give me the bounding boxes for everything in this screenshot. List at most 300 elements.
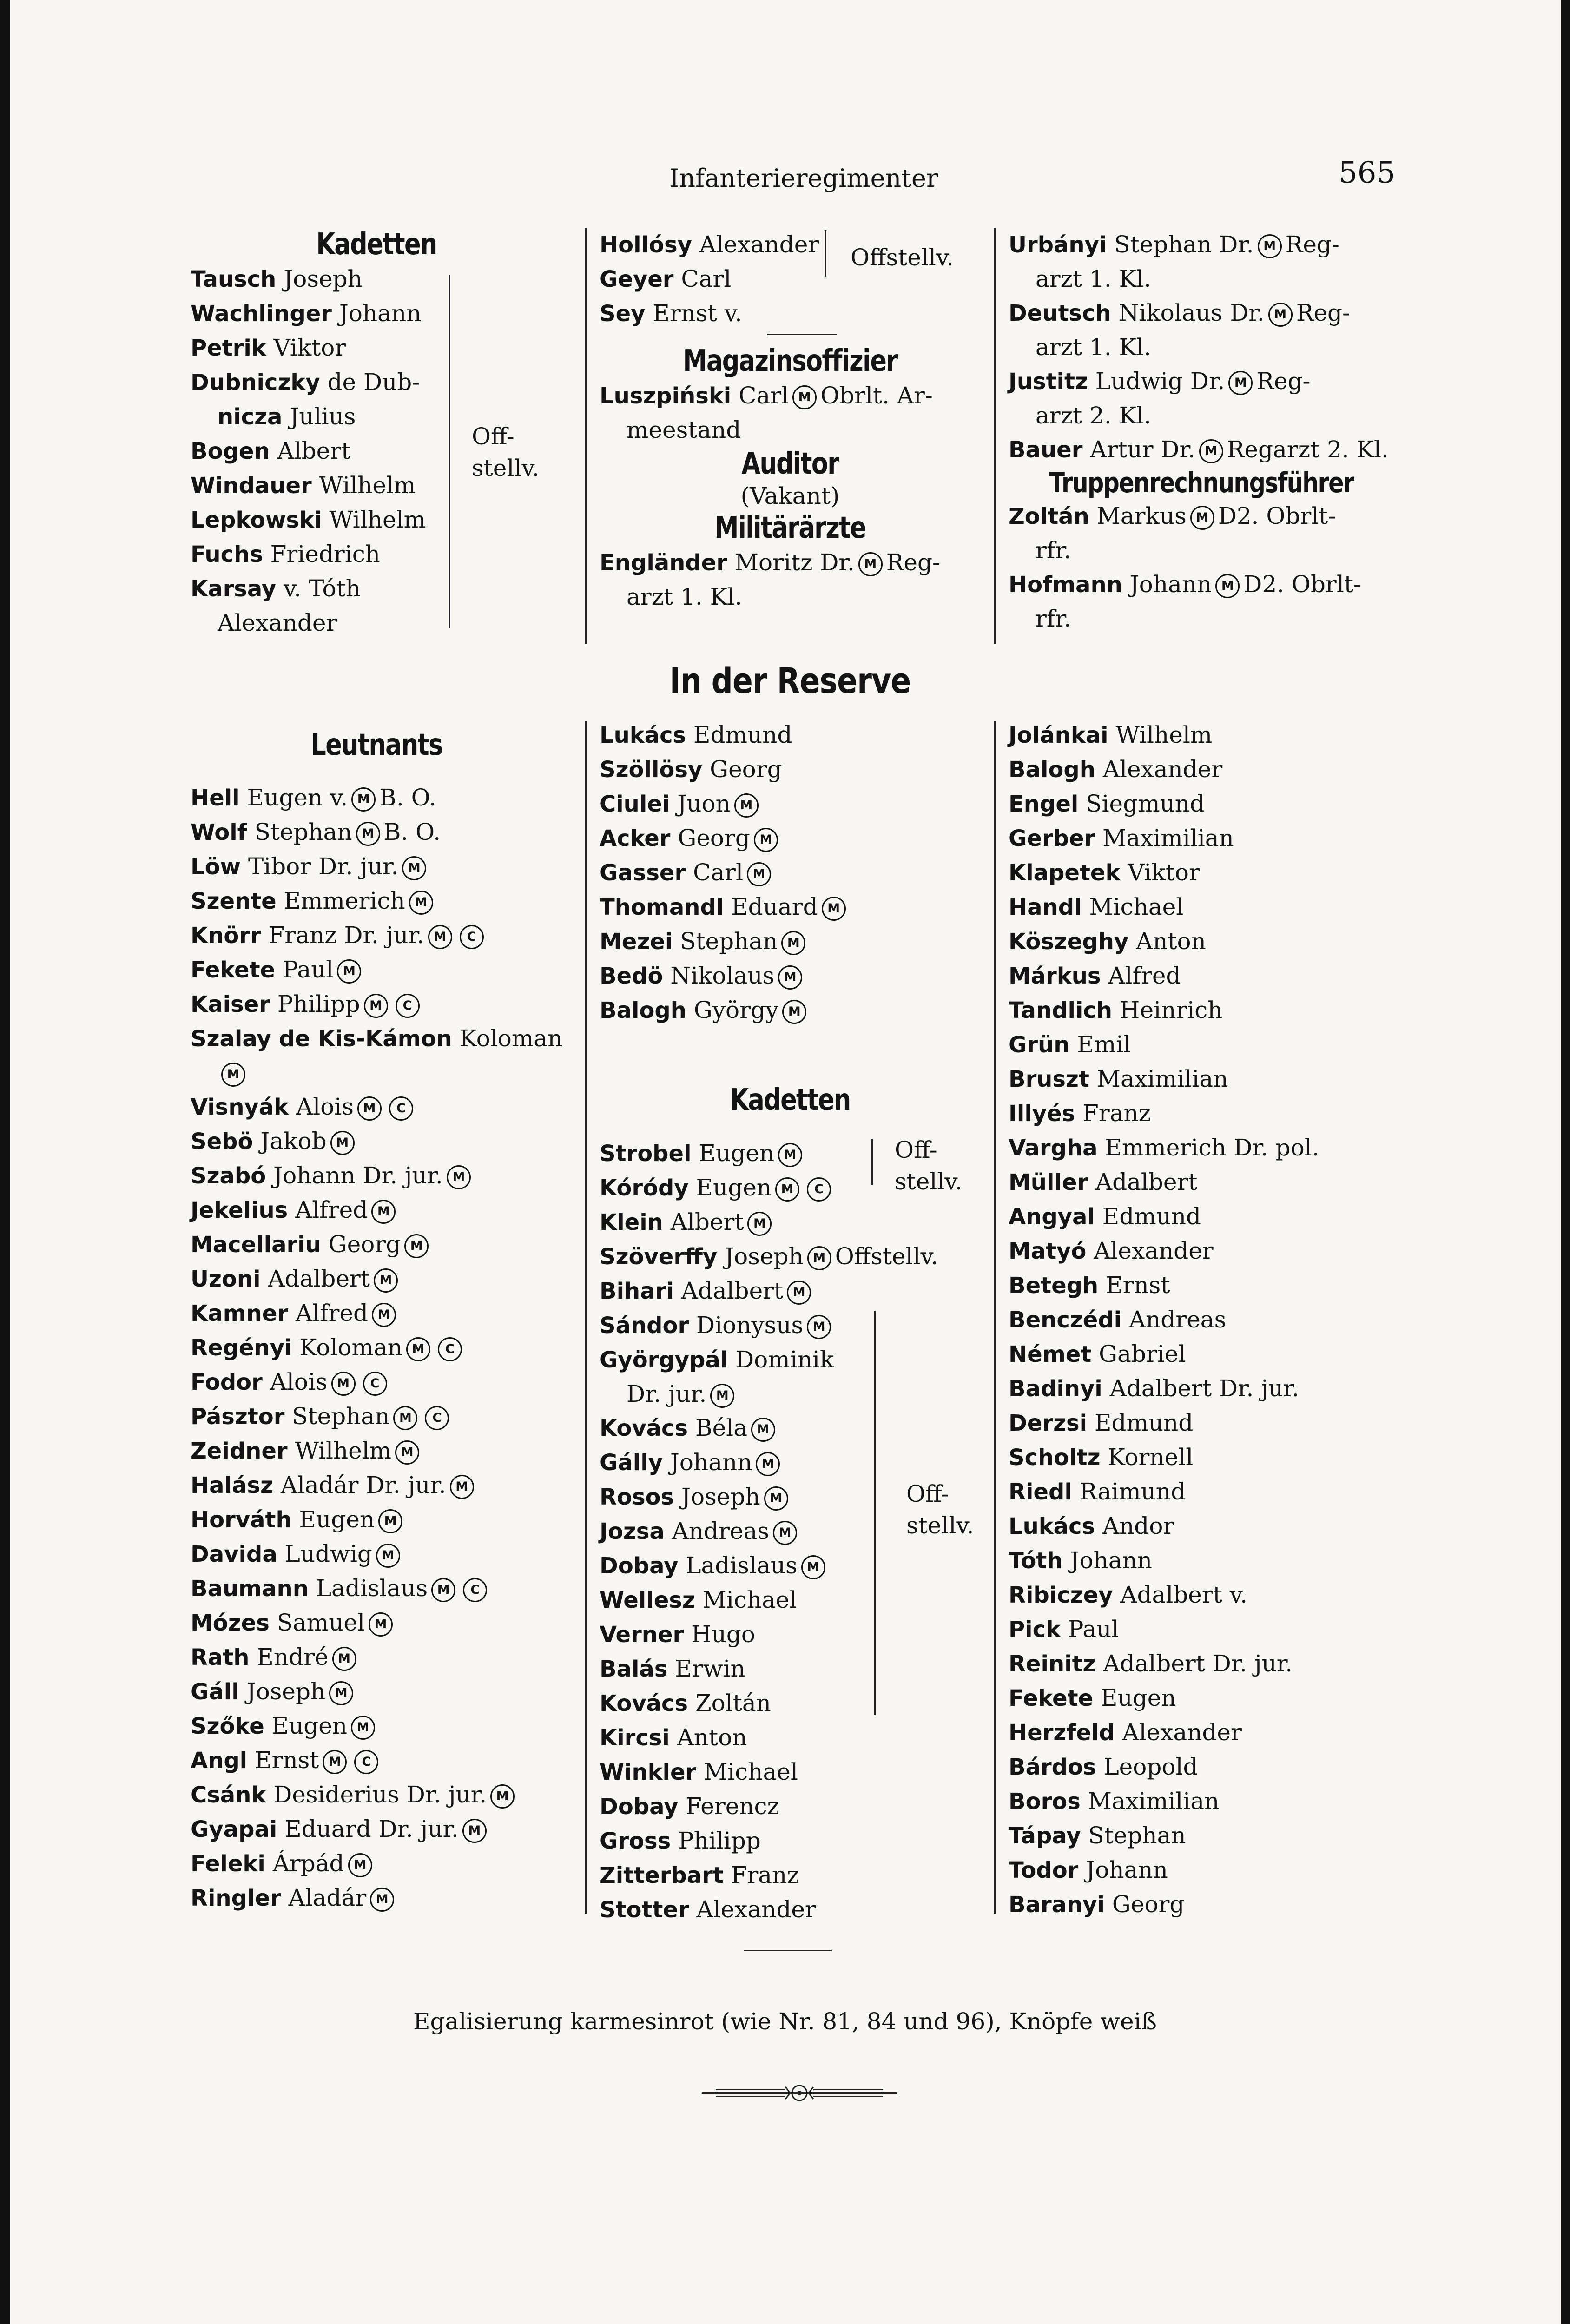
list-entry <box>600 297 981 331</box>
list-entry <box>191 1124 562 1159</box>
list-entry <box>600 1446 981 1480</box>
rank-note: B. O. <box>383 819 441 846</box>
surname: Sándor <box>600 1312 689 1339</box>
footer-note: Egalisierung karmesinrot (wie Nr. 81, 84 und 96), Knöpfe weiß <box>413 2008 1157 2035</box>
list-entry <box>1009 399 1394 433</box>
given-name: Juon <box>677 790 731 817</box>
list-entry <box>600 1343 981 1377</box>
list-entry <box>1009 1165 1394 1200</box>
list-entry <box>600 993 981 1028</box>
militaeraerzte-list <box>600 546 981 614</box>
given-name: Andor <box>1102 1512 1174 1539</box>
given-name: Alexander <box>696 1895 816 1923</box>
military-mark-icon: M <box>782 1000 806 1024</box>
given-name: Desiderius Dr. jur. <box>273 1781 487 1809</box>
military-mark-icon: M <box>734 793 759 818</box>
surname: Petrik <box>191 335 266 361</box>
surname: Ciulei <box>600 791 670 817</box>
list-entry <box>600 546 981 580</box>
given-name: Stephan <box>1088 1822 1186 1849</box>
list-entry <box>1009 821 1394 856</box>
list-entry <box>1009 959 1394 993</box>
c-mark-icon: C <box>807 1177 831 1202</box>
surname: Balogh <box>600 997 686 1023</box>
list-entry <box>191 918 562 953</box>
given-name: de Dub- <box>327 368 420 396</box>
list-entry <box>600 1755 981 1789</box>
given-name: Nikolaus Dr. <box>1118 299 1265 326</box>
list-entry <box>600 1652 981 1686</box>
list-entry <box>191 1056 562 1090</box>
list-entry <box>191 815 562 850</box>
scan-border-right <box>1561 0 1570 2324</box>
given-name: Albert <box>670 1208 744 1235</box>
given-name: meestand <box>627 416 741 443</box>
magazinsoffizier-list <box>600 379 981 447</box>
rank-note: B. O. <box>379 784 436 812</box>
brace-kadetten-1 <box>864 1139 873 1185</box>
surname: Szente <box>191 888 277 915</box>
military-mark-icon: M <box>356 822 380 846</box>
given-name: Aladár Dr. jur. <box>280 1472 446 1499</box>
list-entry <box>1009 1475 1394 1509</box>
column-rule-top-right <box>994 228 996 644</box>
list-entry <box>1009 890 1394 924</box>
military-mark-icon: M <box>406 1337 430 1361</box>
military-mark-icon: M <box>378 1509 402 1533</box>
given-name: Viktor <box>273 334 346 361</box>
surname: Balás <box>600 1656 668 1682</box>
given-name: Johann <box>339 299 422 327</box>
surname: nicza <box>218 403 283 430</box>
divider <box>767 334 837 335</box>
surname: Uzoni <box>191 1266 261 1293</box>
list-entry <box>600 1377 981 1411</box>
surname: Bauer <box>1009 437 1083 463</box>
reserve-list-middle <box>600 718 981 1028</box>
given-name: Ladislaus <box>686 1552 798 1579</box>
surname: Fekete <box>191 957 276 984</box>
military-mark-icon: M <box>764 1486 788 1511</box>
given-name: Eugen <box>696 1174 772 1201</box>
given-name: Alfred <box>295 1300 369 1327</box>
list-entry <box>1009 1853 1394 1888</box>
given-name: Franz Dr. jur. <box>268 922 424 949</box>
given-name: Joseph <box>284 265 363 292</box>
list-entry <box>1009 1268 1394 1303</box>
military-mark-icon: M <box>1190 506 1214 530</box>
given-name: Franz <box>1082 1100 1151 1127</box>
surname: Bihari <box>600 1278 674 1304</box>
list-entry <box>1009 856 1394 890</box>
military-mark-icon: M <box>822 897 846 921</box>
given-name: Eugen v. <box>247 784 348 812</box>
given-name: Adalbert <box>268 1265 370 1293</box>
list-entry <box>1009 753 1394 787</box>
military-mark-icon: M <box>807 1315 831 1339</box>
footer-divider <box>744 1950 832 1951</box>
given-name: Eugen <box>699 1139 774 1167</box>
surname: Winkler <box>600 1759 697 1785</box>
given-name: arzt 1. Kl. <box>1036 334 1151 361</box>
surname: Hell <box>191 785 240 812</box>
given-name: Koloman <box>299 1334 402 1361</box>
military-mark-icon: M <box>450 1475 474 1499</box>
list-entry <box>191 1365 562 1400</box>
surname: Geyer <box>600 266 674 292</box>
surname: Gerber <box>1009 825 1095 852</box>
scan-border-left <box>0 0 10 2324</box>
military-mark-icon: M <box>332 1647 356 1671</box>
surname: Lukács <box>1009 1513 1095 1539</box>
given-name: Ernst <box>255 1747 319 1774</box>
surname: Herzfeld <box>1009 1720 1115 1746</box>
given-name: Gabriel <box>1099 1340 1186 1367</box>
military-mark-icon: M <box>372 1303 396 1327</box>
list-entry <box>1009 1888 1394 1922</box>
surname: Rosos <box>600 1484 674 1510</box>
military-mark-icon: M <box>792 385 817 409</box>
list-entry <box>600 890 981 924</box>
column-rule-bottom-left <box>585 721 587 1914</box>
given-name: Anton <box>1136 928 1206 955</box>
surname: Wachlinger <box>191 300 332 327</box>
given-name: Stephan <box>680 928 778 955</box>
military-mark-icon: M <box>1258 234 1282 258</box>
section-heading-kadetten: Kadetten <box>316 227 437 262</box>
surname: Riedl <box>1009 1479 1072 1505</box>
given-name: Wilhelm <box>295 1437 392 1465</box>
list-entry <box>191 953 562 987</box>
given-name: Zoltán <box>695 1689 771 1717</box>
given-name: Paul <box>283 956 334 984</box>
military-mark-icon: M <box>369 1612 393 1637</box>
given-name: Wilhelm <box>1115 721 1213 748</box>
surname: Betegh <box>1009 1273 1099 1299</box>
list-entry <box>1009 262 1394 296</box>
surname: Márkus <box>1009 963 1101 989</box>
given-name: Emmerich Dr. pol. <box>1105 1134 1319 1161</box>
list-entry <box>1009 1372 1394 1406</box>
list-entry <box>191 331 562 365</box>
list-entry <box>1009 1200 1394 1234</box>
aerzte-list <box>1009 228 1394 467</box>
list-entry <box>1009 1303 1394 1337</box>
given-name: Maximilian <box>1096 1065 1228 1092</box>
section-heading-magazinsoffizier: Magazinsoffizier <box>683 344 897 378</box>
list-entry <box>191 262 562 297</box>
surname: Mózes <box>191 1610 270 1637</box>
list-entry <box>600 718 981 753</box>
military-mark-icon: M <box>1268 303 1293 327</box>
list-entry <box>191 850 562 884</box>
given-name: arzt 1. Kl. <box>627 583 742 610</box>
military-mark-icon: M <box>404 1234 429 1258</box>
given-name: Artur Dr. <box>1090 436 1195 463</box>
list-entry <box>600 413 981 447</box>
surname: Stotter <box>600 1896 689 1923</box>
given-name: Philipp <box>277 990 360 1018</box>
given-name: Moritz Dr. <box>734 548 855 576</box>
leutnants-list <box>191 781 562 1915</box>
list-entry <box>191 1331 562 1365</box>
military-mark-icon: M <box>801 1555 825 1579</box>
list-entry <box>600 379 981 413</box>
ornament-icon <box>697 2081 902 2105</box>
rank-note: Obrlt. Ar- <box>820 382 933 409</box>
surname: Angyal <box>1009 1204 1095 1230</box>
given-name: arzt 1. Kl. <box>1036 265 1151 292</box>
brace-label-line: stellv. <box>895 1168 963 1195</box>
list-entry <box>191 606 562 640</box>
list-entry <box>1009 1028 1394 1062</box>
military-mark-icon: M <box>462 1819 487 1843</box>
military-mark-icon: M <box>370 1888 394 1912</box>
list-entry <box>191 1400 562 1434</box>
list-entry <box>191 537 562 572</box>
surname: Zitterbart <box>600 1862 724 1888</box>
military-mark-icon: M <box>431 1578 455 1602</box>
rank-note: Reg- <box>1256 368 1311 395</box>
c-mark-icon: C <box>463 1578 487 1602</box>
reserve-list-right <box>1009 718 1394 1922</box>
surname: Macellariu <box>191 1232 321 1258</box>
surname: Illyés <box>1009 1101 1075 1127</box>
given-name: Andreas <box>1128 1306 1227 1333</box>
surname: Csánk <box>191 1782 266 1809</box>
list-entry <box>191 1468 562 1503</box>
surname: Matyó <box>1009 1238 1087 1264</box>
surname: Luszpiński <box>600 383 732 409</box>
list-entry <box>191 503 562 537</box>
given-name: Heinrich <box>1119 997 1223 1023</box>
list-entry <box>600 821 981 856</box>
surname: Justitz <box>1009 369 1088 395</box>
given-name: Maximilian <box>1088 1788 1220 1815</box>
surname: Hollósy <box>600 232 692 258</box>
surname: Szabó <box>191 1163 266 1189</box>
list-entry <box>600 1583 981 1618</box>
c-mark-icon: C <box>460 925 484 949</box>
surname: Strobel <box>600 1140 692 1167</box>
surname: Scholtz <box>1009 1445 1101 1471</box>
given-name: Andreas <box>672 1517 769 1545</box>
surname: Thomandl <box>600 894 724 920</box>
surname: Kóródy <box>600 1175 689 1201</box>
truppenrechnungsfuehrer-list <box>1009 499 1394 636</box>
military-mark-icon: M <box>754 828 778 852</box>
military-mark-icon: M <box>393 1406 417 1430</box>
list-entry <box>600 1274 981 1308</box>
given-name: Edmund <box>693 721 792 748</box>
surname: Pásztor <box>191 1404 285 1430</box>
given-name: Samuel <box>277 1609 365 1637</box>
given-name: Endré <box>257 1644 329 1671</box>
list-entry <box>600 1893 981 1927</box>
surname: Jekelius <box>191 1197 288 1224</box>
military-mark-icon: M <box>409 891 433 915</box>
list-entry <box>600 1240 981 1274</box>
surname: Fodor <box>191 1369 263 1396</box>
military-mark-icon: M <box>402 856 426 880</box>
c-mark-icon: C <box>396 994 420 1018</box>
surname: Jozsa <box>600 1518 665 1545</box>
given-name: Alfred <box>295 1196 368 1224</box>
surname: Rath <box>191 1644 250 1671</box>
surname: Todor <box>1009 1857 1079 1883</box>
surname: Bedö <box>600 963 663 989</box>
surname: Badinyi <box>1009 1376 1102 1402</box>
surname: Bruszt <box>1009 1066 1089 1092</box>
section-heading-kadetten-reserve: Kadetten <box>730 1083 851 1117</box>
list-entry <box>1009 1406 1394 1440</box>
surname: Szöverffy <box>600 1243 718 1270</box>
list-entry <box>191 1262 562 1296</box>
given-name: Erwin <box>675 1655 745 1682</box>
military-mark-icon: M <box>428 925 452 949</box>
list-entry <box>191 1296 562 1331</box>
section-heading-reserve: In der Reserve <box>669 660 911 701</box>
given-name: Paul <box>1068 1616 1119 1643</box>
military-mark-icon: M <box>751 1418 775 1442</box>
surname: Dobay <box>600 1793 679 1820</box>
column-rule-top-left <box>585 228 587 644</box>
list-entry <box>191 781 562 815</box>
surname: Kircsi <box>600 1724 670 1751</box>
given-name: Carl <box>681 265 732 292</box>
given-name: Adalbert Dr. jur. <box>1103 1650 1293 1677</box>
list-entry <box>191 1571 562 1606</box>
list-entry <box>191 1640 562 1675</box>
given-name: Viktor <box>1128 859 1200 886</box>
surname: Sey <box>600 301 646 327</box>
surname: Német <box>1009 1341 1092 1367</box>
surname: Derzsi <box>1009 1410 1088 1436</box>
surname: Deutsch <box>1009 300 1111 326</box>
list-entry <box>600 753 981 787</box>
surname: Reinitz <box>1009 1651 1096 1677</box>
given-name: Michael <box>1089 893 1184 920</box>
given-name: Eugen <box>1101 1684 1176 1711</box>
list-entry <box>191 297 562 331</box>
surname: Boros <box>1009 1789 1081 1815</box>
list-entry <box>600 1308 981 1343</box>
surname: Davida <box>191 1541 277 1568</box>
list-entry <box>1009 534 1394 568</box>
list-entry <box>191 1434 562 1468</box>
list-entry <box>1009 228 1394 262</box>
given-name: Georg <box>328 1231 401 1258</box>
c-mark-icon: C <box>363 1372 387 1396</box>
surname: Benczédi <box>1009 1307 1122 1333</box>
given-name: Dionysus <box>696 1311 804 1339</box>
list-entry <box>600 959 981 993</box>
given-name: Alexander <box>699 231 819 258</box>
given-name: György <box>693 997 779 1023</box>
column-middle-reserve <box>600 718 981 1927</box>
given-name: Joseph <box>681 1483 760 1510</box>
surname: Köszeghy <box>1009 929 1129 955</box>
surname: Gasser <box>600 860 686 886</box>
list-entry <box>1009 1509 1394 1544</box>
list-entry <box>1009 718 1394 753</box>
brace-label-line: Off- <box>906 1480 949 1507</box>
military-mark-icon: M <box>371 1200 396 1224</box>
given-name: Ludwig <box>284 1540 372 1568</box>
given-name: Emil <box>1077 1031 1131 1058</box>
list-entry <box>600 856 981 890</box>
surname: Györgypál <box>600 1347 728 1373</box>
list-entry <box>191 1159 562 1193</box>
list-entry <box>600 1686 981 1721</box>
surname: Knörr <box>191 923 261 949</box>
rank-note: Reg- <box>1285 231 1339 258</box>
surname: Bárdos <box>1009 1754 1096 1780</box>
list-entry <box>1009 1647 1394 1681</box>
surname: Angl <box>191 1748 248 1774</box>
column-rule-bottom-right <box>994 721 996 1914</box>
brace-label-line: Off- <box>472 423 515 450</box>
list-entry <box>1009 499 1394 534</box>
surname: Tóth <box>1009 1548 1063 1574</box>
given-name: Alexander <box>1102 756 1223 783</box>
given-name: Johann <box>1070 1547 1152 1574</box>
military-mark-icon: M <box>337 959 361 984</box>
list-entry <box>600 1618 981 1652</box>
given-name: Johann <box>670 1448 752 1476</box>
given-name: Wilhelm <box>329 506 426 533</box>
list-entry <box>600 787 981 821</box>
surname: Verner <box>600 1621 684 1648</box>
surname: Mezei <box>600 929 673 955</box>
given-name: Árpád <box>272 1850 344 1877</box>
surname: Halász <box>191 1472 273 1499</box>
list-entry <box>191 1503 562 1537</box>
auditor-status: (Vakant) <box>740 482 840 510</box>
given-name: Ludwig Dr. <box>1095 368 1225 395</box>
column-right <box>1009 228 1394 636</box>
surname: Balogh <box>1009 757 1095 783</box>
surname: Kovács <box>600 1415 688 1441</box>
military-mark-icon: M <box>781 931 805 955</box>
list-entry <box>600 1721 981 1755</box>
military-mark-icon: M <box>778 1143 802 1167</box>
surname: Szalay de Kis-Kámon <box>191 1026 452 1052</box>
list-entry <box>1009 1681 1394 1716</box>
list-entry <box>600 1824 981 1858</box>
brace-label-top: Offstellv. <box>851 244 954 271</box>
surname: Acker <box>600 825 671 852</box>
brace-offstellv-top <box>818 230 826 277</box>
c-mark-icon: C <box>438 1337 462 1361</box>
surname: Kovács <box>600 1690 688 1717</box>
given-name: rfr. <box>1036 605 1071 632</box>
list-entry <box>600 924 981 959</box>
given-name: Georg <box>1112 1891 1185 1918</box>
given-name: Edmund <box>1102 1203 1201 1230</box>
given-name: Georg <box>678 825 750 852</box>
given-name: Leopold <box>1103 1753 1198 1780</box>
list-entry <box>191 1709 562 1743</box>
surname: Pick <box>1009 1617 1061 1643</box>
surname: Vargha <box>1009 1135 1098 1161</box>
surname: Gálly <box>600 1449 663 1476</box>
military-mark-icon: M <box>364 994 388 1018</box>
surname: Karsay <box>191 575 277 602</box>
given-name: v. Tóth <box>283 574 361 602</box>
surname: Tápay <box>1009 1823 1081 1849</box>
surname: Horváth <box>191 1507 292 1533</box>
